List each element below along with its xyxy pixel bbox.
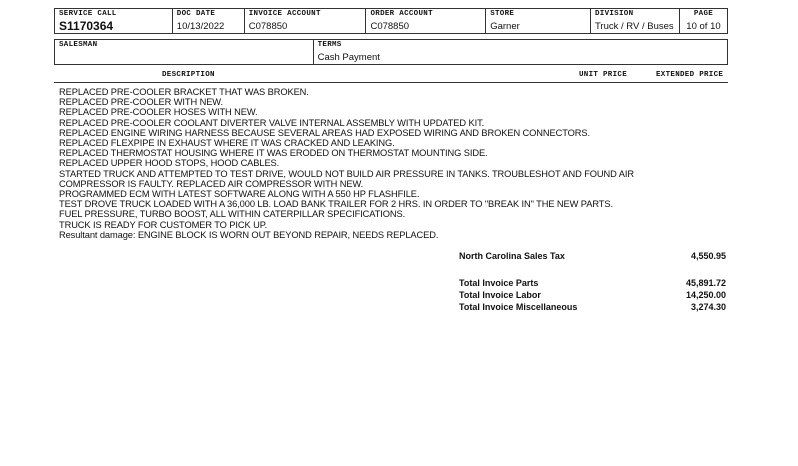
description-line: REPLACED UPPER HOOD STOPS, HOOD CABLES. [59,158,280,169]
order-account-label: ORDER ACCOUNT [370,10,433,18]
description-line: REPLACED PRE-COOLER BRACKET THAT WAS BROKEN. [59,87,309,97]
sales-tax-amount: 4,550.95 [690,251,726,261]
description-body [59,87,699,240]
description-column-header: DESCRIPTION [162,71,215,79]
invoice-account-value: C078850 [248,21,288,32]
description-line: TEST DROVE TRUCK LOADED WITH A 36,000 LB. LOAD BANK TRAILER FOR 2 HRS. IN ORDER TO "BREAK IN" THE NEW PARTS. [59,199,613,210]
total-parts-label: Total Invoice Parts [459,278,539,288]
total-parts-amount: 45,891.72 [685,278,726,288]
service-call-label: SERVICE CALL [59,10,117,18]
description-line: COMPRESSOR IS FAULTY. REPLACED AIR COMPRESSOR WITH NEW. [59,178,364,189]
invoice-account-label: INVOICE ACCOUNT [248,10,321,18]
description-line: Resultant damage: ENGINE BLOCK IS WORN OUT BEYOND REPAIR, NEEDS REPLACED. [59,229,439,240]
order-account-value: C078850 [370,21,410,32]
terms-label: TERMS [317,41,342,49]
total-labor-row [459,290,728,300]
description-line: PROGRAMMED ECM WITH LATEST SOFTWARE ALONG WITH A 550 HP FLASHFILE. [59,189,420,200]
salesman-value [59,51,309,64]
total-parts-row [459,278,728,288]
terms-cell [313,40,727,65]
order-account-cell [366,9,486,34]
total-misc-amount: 3,274.30 [690,302,726,312]
description-line: REPLACED THERMOSTAT HOUSING WHERE IT WAS ERODED ON THERMOSTAT MOUNTING SIDE. [59,148,488,159]
page-cell [679,9,727,34]
division-cell [590,9,679,34]
description-line: STARTED TRUCK AND ATTEMPTED TO TEST DRIVE, WOULD NOT BUILD AIR PRESSURE IN TANKS. TROUBLESHOT AND FOUND AIR [59,168,634,179]
description-line: FUEL PRESSURE, TURBO BOOST, ALL WITHIN CATERPILLAR SPECIFICATIONS. [59,209,406,220]
page-label: PAGE [693,10,714,18]
doc-date-value: 10/13/2022 [176,21,225,32]
service-call-value: S1170364 [59,19,114,33]
store-cell [486,9,591,34]
extended-price-column-header: EXTENDED PRICE [656,71,724,79]
salesman-cell [55,40,314,65]
salesman-terms-table [54,39,728,65]
page-value: 10 of 10 [686,21,721,32]
description-line: REPLACED PRE-COOLER WITH NEW. [59,97,223,108]
sales-tax-row [459,251,728,261]
invoice-account-cell [244,9,366,34]
column-header-divider [54,82,728,83]
division-value: Truck / RV / Buses [594,21,674,32]
description-line: REPLACED PRE-COOLER HOSES WITH NEW. [59,107,258,118]
description-line: REPLACED ENGINE WIRING HARNESS BECAUSE SEVERAL AREAS HAD EXPOSED WIRING AND BROKEN CONNECTORS. [59,127,590,138]
description-line: REPLACED FLEXPIPE IN EXHAUST WHERE IT WAS CRACKED AND LEAKING. [59,138,395,149]
salesman-label: SALESMAN [59,41,98,49]
store-label: STORE [490,10,515,18]
service-call-cell [55,9,173,34]
unit-price-column-header: UNIT PRICE [579,71,628,79]
sales-tax-label: North Carolina Sales Tax [459,251,565,261]
description-line: REPLACED PRE-COOLER COOLANT DIVERTER VALVE INTERNAL ASSEMBLY WITH UPDATED KIT. [59,117,485,128]
total-misc-label: Total Invoice Miscellaneous [459,302,578,312]
invoice-header-table [54,8,728,34]
description-line: TRUCK IS READY FOR CUSTOMER TO PICK UP. [59,219,268,230]
store-value: Garner [490,21,520,32]
terms-value: Cash Payment [317,52,380,63]
division-label: DIVISION [594,10,634,18]
total-labor-label: Total Invoice Labor [459,290,541,300]
total-labor-amount: 14,250.00 [685,290,726,300]
doc-date-label: DOC DATE [176,10,216,18]
doc-date-cell [172,9,244,34]
total-misc-row [459,302,728,312]
